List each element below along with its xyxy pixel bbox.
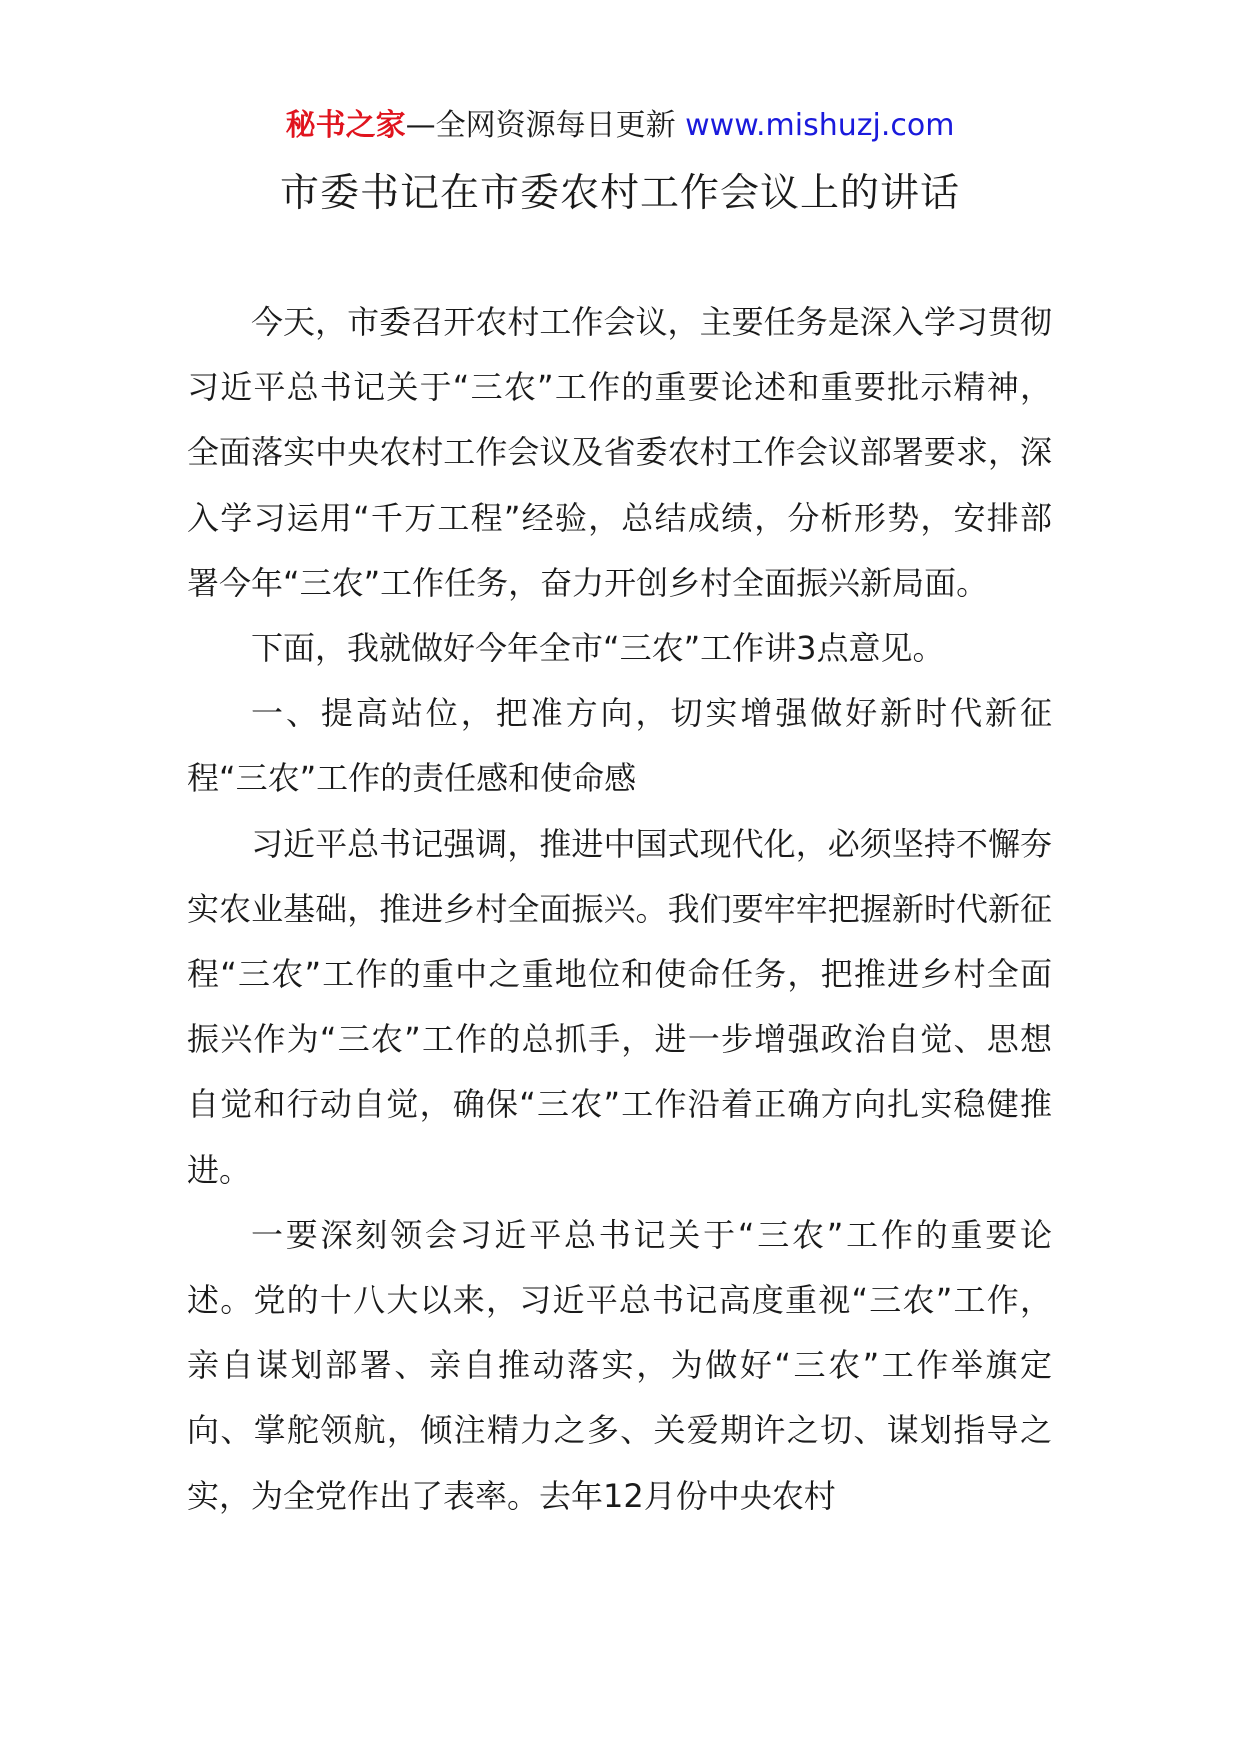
paragraph-intro: 今天，市委召开农村工作会议，主要任务是深入学习贯彻习近平总书记关于“三农”工作的重要论述和重要批示精神，全面落实中央农村工作会议及省委农村工作会议部署要求，深入学习运用“千万工程”经验，总结成绩，分析形势，安排部署今年“三农”工作任务，奋力开创乡村全面振兴新局面。 xyxy=(187,303,1052,602)
section-heading-1: 一、提高站位，把准方向，切实增强做好新时代新征程“三农”工作的责任感和使命感 xyxy=(187,694,1052,798)
paragraph-section-1: 习近平总书记强调，推进中国式现代化，必须坚持不懈夯实农业基础，推进乡村全面振兴。我们要牢牢把握新时代新征程“三农”工作的重中之重地位和使命任务，把推进乡村全面振兴作为“三农”工作的总抓手，进一步增强政治自觉、思想自觉和行动自觉，确保“三农”工作沿着正确方向扎实稳健推进。 xyxy=(187,824,1052,1189)
header-tagline: —全网资源每日更新 xyxy=(405,108,676,143)
site-header xyxy=(0,104,1240,148)
paragraph-point-1: 一要深刻领会习近平总书记关于“三农”工作的重要论述。党的十八大以来，习近平总书记高度重视“三农”工作，亲自谋划部署、亲自推动落实，为做好“三农”工作举旗定向、掌舵领航，倾注精力之多、关爱期许之切、谋划指导之实，为全党作出了表率。去年12月份中央农村 xyxy=(187,1215,1052,1515)
document-title: 市委书记在市委农村工作会议上的讲话 xyxy=(279,171,960,216)
brand-name: 秘书之家 xyxy=(285,108,406,143)
document-body xyxy=(187,290,1052,1529)
paragraph-outline: 下面，我就做好今年全市“三农”工作讲3点意见。 xyxy=(251,629,945,668)
site-url-link[interactable]: www.mishuzj.com xyxy=(685,108,955,143)
